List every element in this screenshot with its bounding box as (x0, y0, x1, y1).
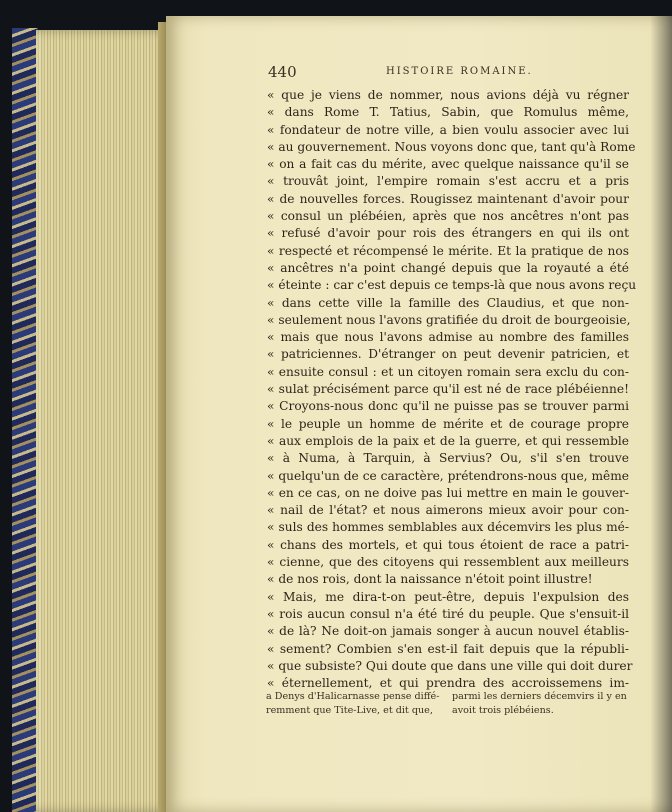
page-block-edges (36, 30, 170, 812)
text-line: « Croyons-nous donc qu'il ne puisse pas se trouver parmi (267, 399, 629, 414)
text-line: « à Numa, à Tarquin, à Servius? Ou, s'il s'en trouve (267, 451, 629, 466)
text-line: « de nos rois, dont la naissance n'étoit point illustre! (267, 572, 593, 587)
text-line: « aux emplois de la paix et de la guerre, et qui ressemble (267, 433, 629, 448)
marbled-cover-edge (12, 28, 38, 812)
footnote-line: remment que Tite-Live, et dit que, (266, 705, 433, 716)
footnotes (266, 690, 628, 722)
text-line: « fondateur de notre ville, a bien voulu associer avec lui (267, 122, 629, 137)
text-line: « dans Rome T. Tatius, Sabin, que Romulus même, (267, 105, 629, 120)
text-line: « respecté et récompensé le mérite. Et la pratique de nos (267, 243, 629, 258)
text-line: « de là? Ne doit-on jamais songer à aucun nouvel établis- (267, 624, 629, 639)
text-line: « sulat précisément parce qu'il est né de race plébéienne! (267, 382, 629, 397)
text-line: « suls des hommes semblables aux décemvirs les plus mé- (267, 520, 629, 535)
text-line: « en ce cas, on ne doive pas lui mettre en main le gouver- (267, 485, 629, 500)
footnote-line: a Denys d'Halicarnasse pense diffé- (266, 691, 440, 702)
text-line: « que subsiste? Qui doute que dans une ville qui doit durer (267, 658, 633, 673)
text-line: « ancêtres n'a point changé depuis que la royauté a été (267, 260, 629, 275)
text-line: « rois aucun consul n'a été tiré du peuple. Que s'ensuit-il (267, 606, 629, 621)
body-text (267, 87, 637, 692)
text-line: « ensuite consul : et un citoyen romain sera exclu du con- (267, 364, 629, 379)
footnote-line: avoit trois plébéiens. (452, 705, 554, 716)
text-line: « éternellement, et qui prendra des accroissemens im- (267, 676, 629, 691)
page-number: 440 (268, 63, 297, 81)
text-line: « chans des mortels, et qui tous étoient de race a patri- (267, 537, 629, 552)
footnote-column-right (452, 690, 628, 718)
text-line: « patriciennes. D'étranger on peut devenir patricien, et (267, 347, 629, 362)
text-line: « Mais, me dira-t-on peut-être, depuis l'expulsion des (267, 589, 629, 604)
text-line: « au gouvernement. Nous voyons donc que, tant qu'à Rome (267, 139, 636, 154)
text-line: « de nouvelles forces. Rougissez maintenant d'avoir pour (267, 191, 629, 206)
text-line: « quelqu'un de ce caractère, prétendrons-nous que, même (267, 468, 629, 483)
text-line: « consul un plébéien, après que nos ancêtres n'ont pas (267, 209, 629, 224)
text-line: « trouvât joint, l'empire romain s'est accru et a pris (267, 174, 629, 189)
page-header (268, 63, 628, 83)
page-gutter-shadow (650, 16, 672, 812)
text-line: « le peuple un homme de mérite et de courage propre (267, 416, 629, 431)
text-line: « cienne, que des citoyens qui ressemblent aux meilleurs (267, 555, 629, 570)
footnote-column-left (266, 690, 444, 718)
text-line: « que je viens de nommer, nous avions déjà vu régner (267, 88, 629, 102)
footnote-line: parmi les derniers décemvirs il y en (452, 691, 627, 702)
running-title: HISTOIRE ROMAINE. (386, 66, 533, 77)
text-line: « dans cette ville la famille des Claudius, et que non- (267, 295, 629, 310)
text-line: « seulement nous l'avons gratifiée du droit de bourgeoisie, (267, 312, 631, 327)
text-line: « on a fait cas du mérite, avec quelque naissance qu'il se (267, 157, 629, 172)
text-line: « éteinte : car c'est depuis ce temps-là que nous avons reçu (267, 278, 637, 293)
text-line: « sement? Combien s'en est-il fait depuis que la républi- (267, 641, 629, 656)
text-line: « nail de l'état? et nous aimerons mieux avoir pour con- (267, 503, 629, 518)
text-line: « mais que nous l'avons admise au nombre des familles (267, 330, 629, 345)
text-line: « refusé d'avoir pour rois des étrangers en qui ils ont (267, 226, 629, 241)
